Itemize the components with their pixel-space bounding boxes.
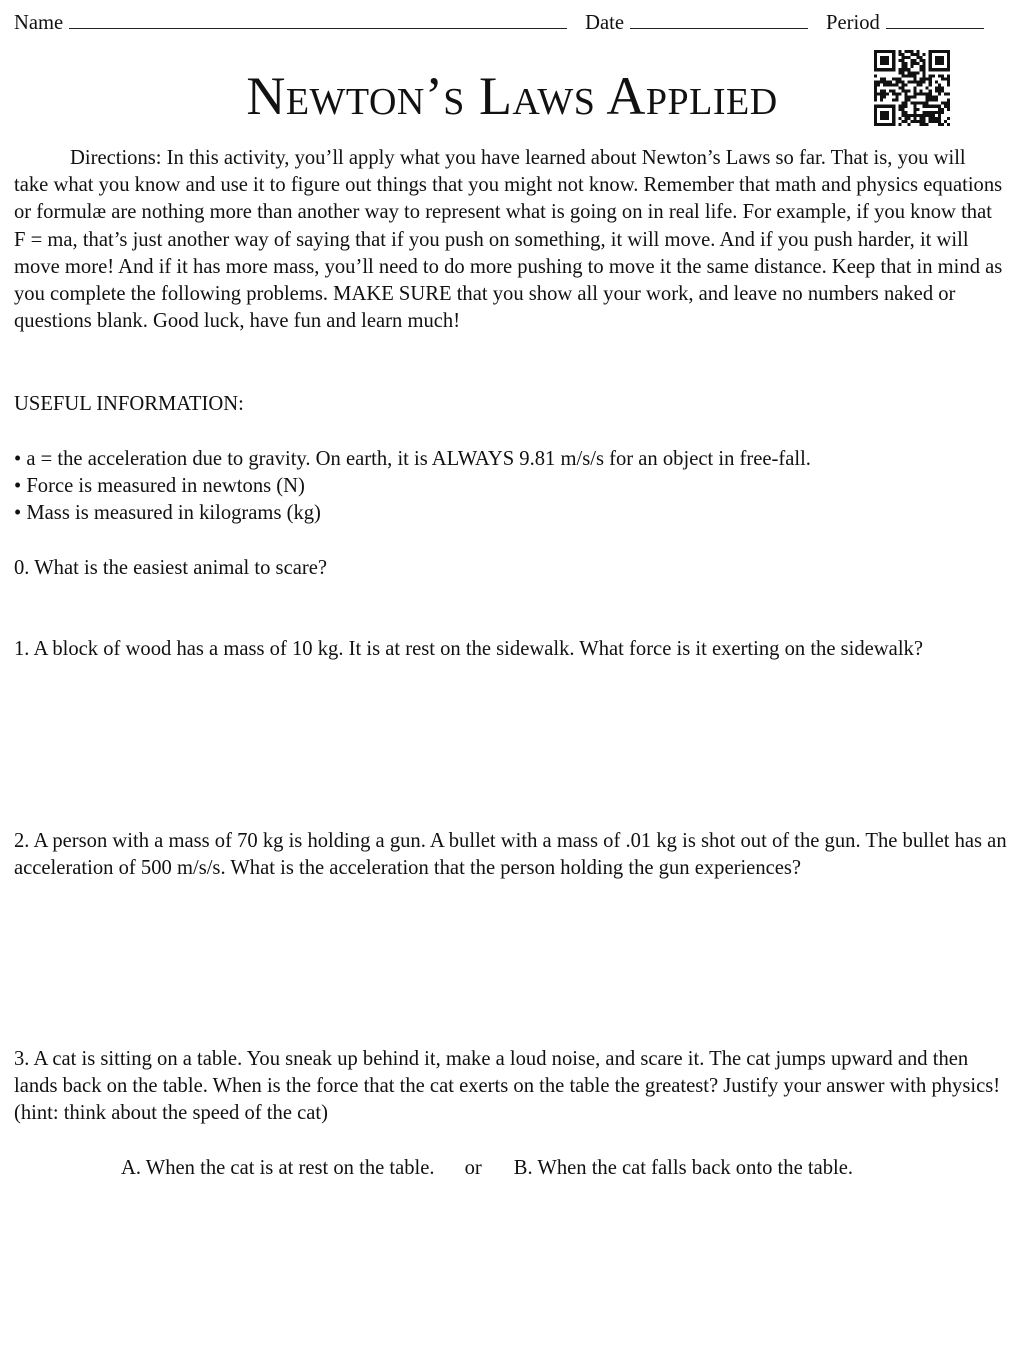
question-1: 1. A block of wood has a mass of 10 kg. It is at rest on the sidewalk. What force is it exerting on the sidewalk? xyxy=(14,638,923,660)
header-row xyxy=(14,8,984,36)
useful-info-bullet-mass: • Mass is measured in kilograms (kg) xyxy=(14,502,321,524)
question-2: 2. A person with a mass of 70 kg is holding a gun. A bullet with a mass of .01 kg is shot out of the gun. The bullet has an acceleration of 500 m/s/s. What is the acceleration that the person holding the gun experiences? xyxy=(14,830,1007,880)
page-title: Newton’s Laws Applied xyxy=(246,66,778,126)
date-label: Date xyxy=(585,12,625,34)
date-field[interactable] xyxy=(630,8,808,29)
useful-info-heading: USEFUL INFORMATION: xyxy=(14,393,244,415)
useful-info-bullet-force: • Force is measured in newtons (N) xyxy=(14,475,305,497)
name-field[interactable] xyxy=(69,8,567,29)
question-0: 0. What is the easiest animal to scare? xyxy=(14,557,327,579)
useful-info-bullet-gravity: • a = the acceleration due to gravity. On earth, it is ALWAYS 9.81 m/s/s for an object in free-fall. xyxy=(14,448,811,470)
qr-code-icon xyxy=(874,50,950,126)
period-field[interactable] xyxy=(886,8,984,29)
directions-paragraph: Directions: In this activity, you’ll apply what you have learned about Newton’s Laws so far. That is, you will take what you know and use it to figure out things that you might not know. Remember that math and physics equations or formulæ are nothing more than another way to represent what is going on in real life. For example, if you know that F = ma, that’s just another way of saying that if you push on something, it will move. And if you push harder, it will move more! And if it has more mass, you’ll need to do more pushing to move it the same distance. Keep that in mind as you complete the following problems. MAKE SURE that you show all your work, and leave no numbers naked or questions blank. Good luck, have fun and learn much! xyxy=(14,147,1003,333)
choice-or: or xyxy=(464,1157,482,1179)
question-3: 3. A cat is sitting on a table. You sneak up behind it, make a loud noise, and scare it. The cat jumps upward and then lands back on the table. When is the force that the cat exerts on the table the greatest? Justify your answer with physics! (hint: think about the speed of the cat) xyxy=(14,1048,1001,1125)
name-label: Name xyxy=(14,12,64,34)
choice-b[interactable]: B. When the cat falls back onto the table. xyxy=(513,1157,854,1179)
question-3-choices xyxy=(121,1155,853,1182)
choice-a[interactable]: A. When the cat is at rest on the table. xyxy=(121,1157,435,1179)
period-label: Period xyxy=(826,12,880,34)
